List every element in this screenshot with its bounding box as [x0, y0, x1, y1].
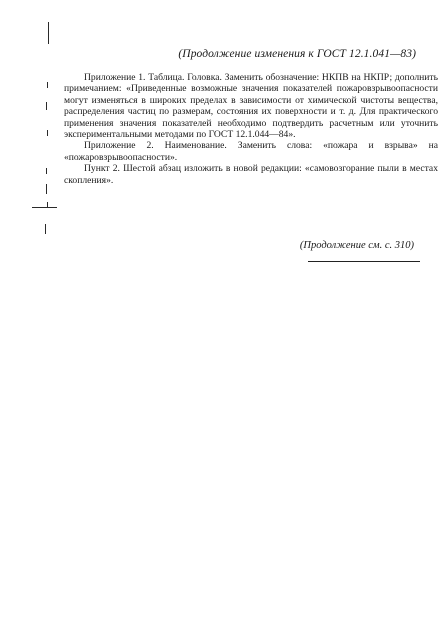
document-body — [64, 72, 438, 186]
footer-rule — [308, 261, 420, 262]
paragraph-appendix-2: Приложение 2. Наименование. Заменить слова: «пожара и взрыва» на «пожаровзрывоопасности». — [64, 140, 438, 163]
continuation-header: (Продолжение изменения к ГОСТ 12.1.041—83) — [178, 48, 416, 60]
scan-mark-margin-5 — [46, 184, 47, 194]
paragraph-clause-2: Пункт 2. Шестой абзац изложить в новой редакции: «самовозгорание пыли в местах скопления». — [64, 163, 438, 186]
paragraph-appendix-1: Приложение 1. Таблица. Головка. Заменить обозначение: НКПВ на НКПР; дополнить примечанием: «Приведенные возможные значения показателей пожаровзрывоопасности могут изменяться в широких пределах в зависимости от химической чистоты вещества, распределения частиц по размерам, состояния их поверхности и т. д. Для практического применения значения показателей необходимо подтвердить расчетным или уточнить экспериментальными методами по ГОСТ 12.1.044—84». — [64, 72, 438, 141]
scan-mark-top — [48, 22, 49, 44]
continuation-footer: (Продолжение см. с. 310) — [299, 240, 414, 251]
scan-mark-margin-1 — [47, 82, 48, 88]
scan-mark-margin-7 — [45, 224, 46, 234]
scan-mark-margin-2 — [46, 102, 47, 110]
scan-mark-bottom-line — [32, 207, 57, 208]
scan-mark-margin-3 — [47, 130, 48, 136]
scan-mark-margin-4 — [46, 168, 47, 174]
